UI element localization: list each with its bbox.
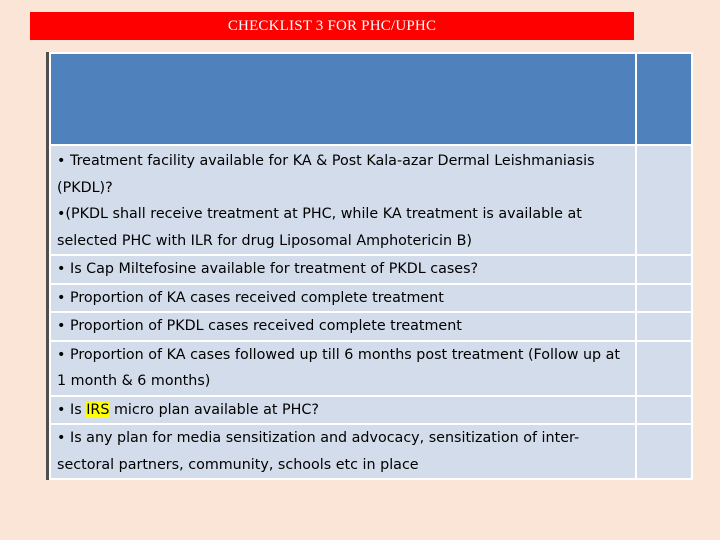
checklist-item-cell bbox=[50, 341, 636, 396]
checklist-item-cell bbox=[50, 255, 636, 284]
status-cell bbox=[636, 284, 692, 313]
title-banner bbox=[30, 12, 634, 40]
checklist-item-text: • Proportion of PKDL cases received complete treatment bbox=[57, 318, 462, 334]
text-segment: • Is bbox=[57, 401, 87, 418]
status-cell bbox=[636, 396, 692, 425]
header-cell-item bbox=[50, 53, 636, 145]
table-row bbox=[50, 341, 692, 396]
checklist-item-cell bbox=[50, 424, 636, 479]
status-cell bbox=[636, 341, 692, 396]
checklist-item-cell bbox=[50, 284, 636, 313]
table-row bbox=[50, 145, 692, 255]
table-row bbox=[50, 312, 692, 341]
checklist-table bbox=[46, 52, 691, 480]
checklist-item-text bbox=[51, 397, 635, 424]
checklist-item-text: • Is any plan for media sensitization and advocacy, sensitization of inter-sectoral partners, community, schools etc in place bbox=[57, 430, 580, 473]
table-row bbox=[50, 255, 692, 284]
table-row bbox=[50, 284, 692, 313]
checklist-item-cell bbox=[50, 396, 636, 425]
table-header-row bbox=[50, 53, 692, 145]
status-cell bbox=[636, 312, 692, 341]
status-cell bbox=[636, 145, 692, 255]
status-cell bbox=[636, 424, 692, 479]
status-cell bbox=[636, 255, 692, 284]
table-row bbox=[50, 396, 692, 425]
table-row bbox=[50, 424, 692, 479]
checklist-item-text: • Proportion of KA cases received complete treatment bbox=[57, 289, 444, 306]
header-cell-status bbox=[636, 53, 692, 145]
checklist-item-cell bbox=[50, 312, 636, 341]
page-title: CHECKLIST 3 FOR PHC/UPHC bbox=[227, 17, 437, 34]
highlighted-term: IRS bbox=[86, 401, 110, 418]
checklist-item-text: • Proportion of KA cases followed up till 6 months post treatment (Follow up at 1 month & 6 months) bbox=[57, 346, 620, 389]
checklist-item-cell bbox=[50, 145, 636, 255]
checklist-item-text: • Treatment facility available for KA & Post Kala-azar Dermal Leishmaniasis (PKDL)? •(PKDL shall receive treatment at PHC, while KA treatment is available at selected PHC with ILR for drug Liposomal Amphotericin B) bbox=[57, 153, 595, 249]
text-segment: micro plan available at PHC? bbox=[109, 401, 319, 418]
checklist-item-text: • Is Cap Miltefosine available for treatment of PKDL cases? bbox=[57, 261, 479, 277]
